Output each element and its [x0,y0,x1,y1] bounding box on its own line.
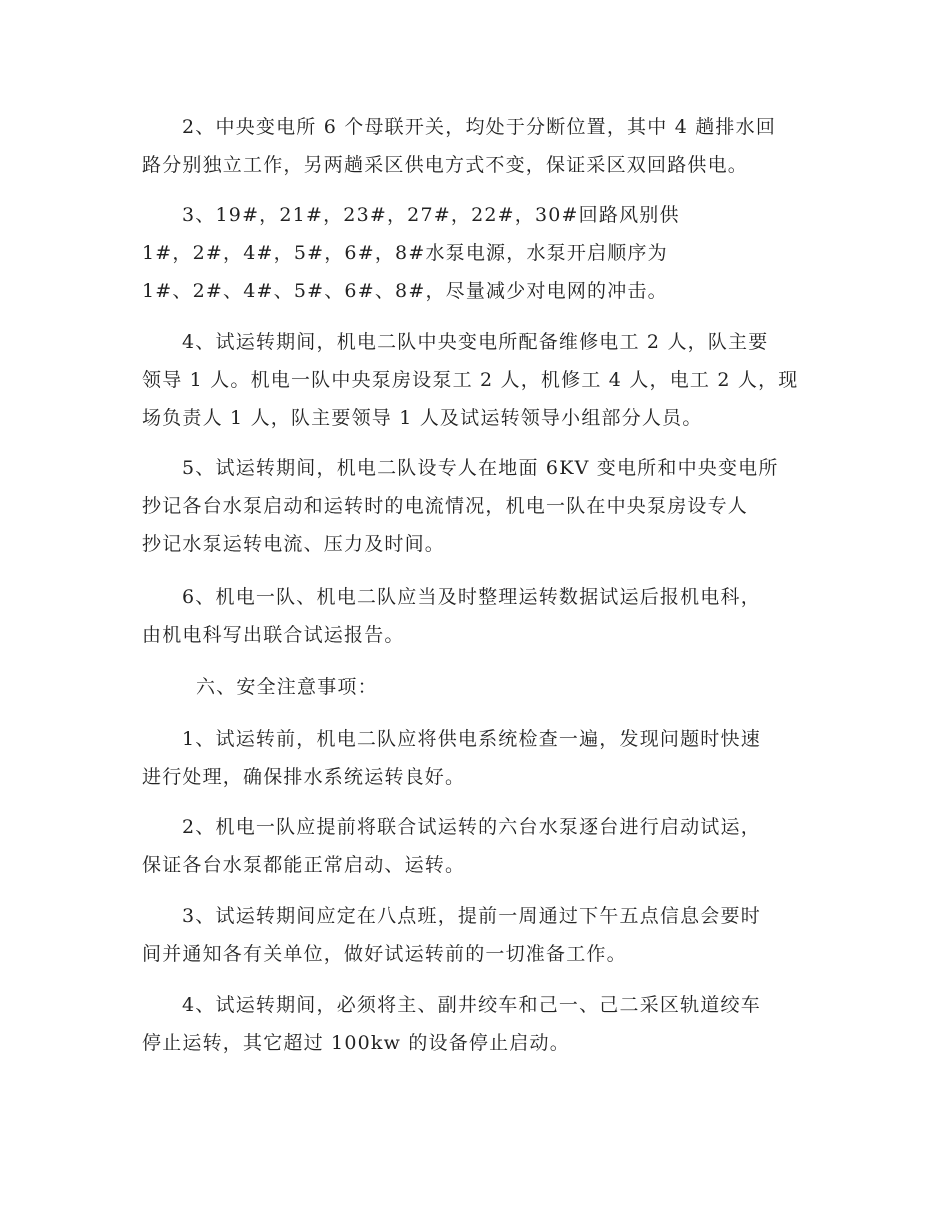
text-line: 由机电科写出联合试运报告。 [142,624,405,646]
text-line: 2、机电一队应提前将联合试运转的六台水泵逐台进行启动试运， [182,816,761,838]
section-heading [142,668,812,706]
paragraph-item-5 [142,449,812,563]
paragraph-item-3 [142,196,812,310]
paragraph-safety-2 [142,808,812,884]
text-line: 6、机电一队、机电二队应当及时整理运转数据试运后报机电科， [182,586,761,608]
text-line: 路分别独立工作，另两趟采区供电方式不变，保证采区双回路供电。 [142,154,749,176]
text-line: 4、试运转期间，必须将主、副井绞车和己一、己二采区轨道绞车 [182,994,761,1016]
text-line: 场负责人 1 人，队主要领导 1 人及试运转领导小组部分人员。 [142,407,703,429]
text-line: 进行处理，确保排水系统运转良好。 [142,766,466,788]
section-title: 六、安全注意事项： [196,676,378,698]
text-line: 3、19#，21#，23#，27#，22#，30#回路风别供 [182,204,680,226]
paragraph-safety-3 [142,897,812,973]
text-line: 1、试运转前，机电二队应将供电系统检查一遍，发现问题时快速 [182,728,761,750]
text-line: 2、中央变电所 6 个母联开关，均处于分断位置，其中 4 趟排水回 [182,116,777,138]
paragraph-item-2 [142,108,812,184]
text-line: 抄记水泵运转电流、压力及时间。 [142,533,446,555]
paragraph-item-4 [142,323,812,437]
text-line: 间并通知各有关单位，做好试运转前的一切准备工作。 [142,943,627,965]
text-line: 抄记各台水泵启动和运转时的电流情况，机电一队在中央泵房设专人 [142,495,749,517]
paragraph-safety-4 [142,986,812,1062]
text-line: 停止运转，其它超过 100kw 的设备停止启动。 [142,1032,570,1054]
paragraph-item-6 [142,578,812,654]
text-line: 1#，2#，4#，5#，6#，8#水泵电源，水泵开启顺序为 [142,242,668,264]
text-line: 1#、2#、4#、5#、6#、8#，尽量减少对电网的冲击。 [142,280,668,302]
text-line: 3、试运转期间应定在八点班，提前一周通过下午五点信息会要时 [182,905,761,927]
paragraph-safety-1 [142,720,812,796]
text-line: 领导 1 人。机电一队中央泵房设泵工 2 人，机修工 4 人，电工 2 人，现 [142,369,799,391]
text-line: 4、试运转期间，机电二队中央变电所配备维修电工 2 人，队主要 [182,331,769,353]
text-line: 5、试运转期间，机电二队设专人在地面 6KV 变电所和中央变电所 [182,457,779,479]
text-line: 保证各台水泵都能正常启动、运转。 [142,854,466,876]
